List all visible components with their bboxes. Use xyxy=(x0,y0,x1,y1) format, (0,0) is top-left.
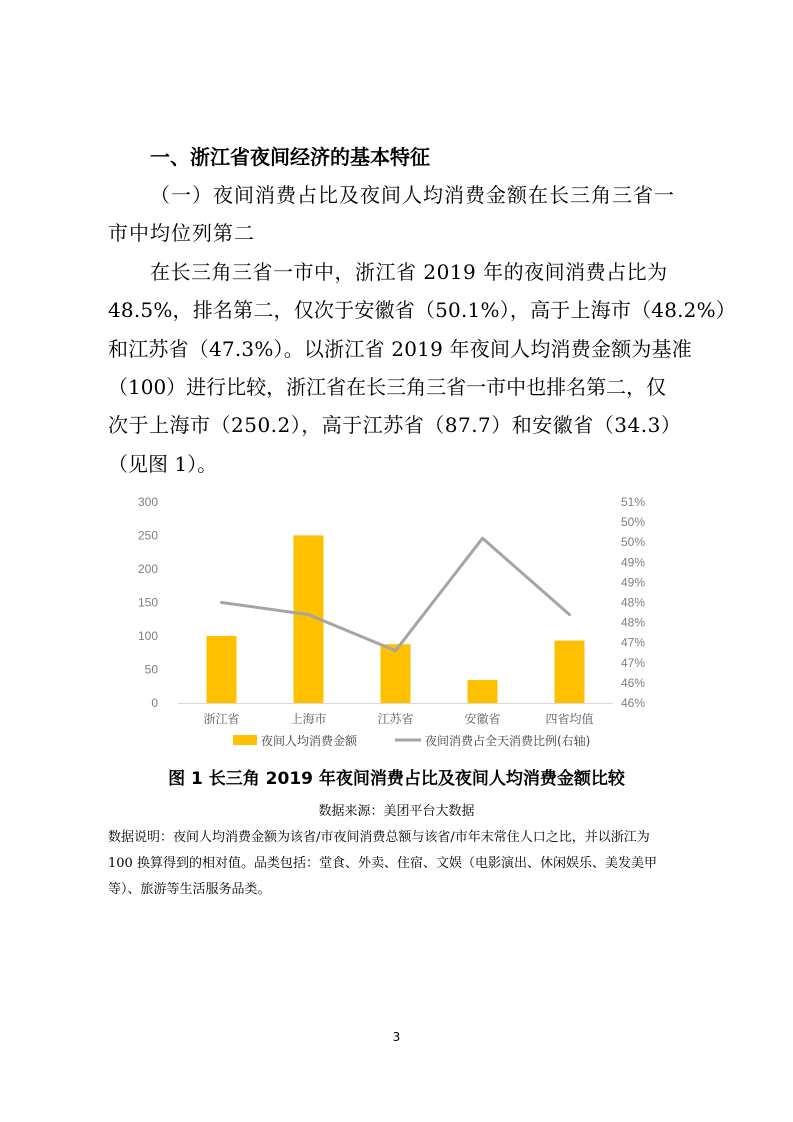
data-source: 数据来源：美团平台大数据 xyxy=(318,804,475,819)
right-axis-tick-label: 49% xyxy=(621,555,646,570)
left-axis-tick-label: 50 xyxy=(144,662,158,677)
left-axis-tick-label: 300 xyxy=(137,495,158,509)
legend-label-line: 夜间消费占全天消费比例(右轴) xyxy=(425,734,591,748)
left-axis-tick-label: 100 xyxy=(137,629,158,643)
right-axis-tick-label: 48% xyxy=(621,595,646,610)
left-axis-tick-label: 200 xyxy=(137,562,158,576)
figure-caption: 图 1 长三角 2019 年夜间消费占比及夜间人均消费金额比较 xyxy=(168,769,625,789)
right-axis-tick-label: 46% xyxy=(621,696,646,710)
bar-4 xyxy=(468,680,498,703)
right-axis-tick-label: 51% xyxy=(621,495,646,509)
paragraph-line: 次于上海市（250.2），高于江苏省（87.7）和安徽省（34.3） xyxy=(108,413,682,437)
legend-swatch-bar xyxy=(233,735,257,745)
legend-label-bar: 夜间人均消费金额 xyxy=(261,734,358,748)
right-axis-tick-label: 48% xyxy=(621,615,646,630)
section-heading: 一、浙江省夜间经济的基本特征 xyxy=(150,145,430,169)
paragraph-line: （100）进行比较，浙江省在长三角三省一市中也排名第二，仅 xyxy=(108,375,667,399)
data-note-line: 100 换算得到的相对值。品类包括：堂食、外卖、住宿、文娱（电影演出、休闲娱乐、美发美甲 xyxy=(108,856,657,871)
right-axis-tick-label: 50% xyxy=(621,535,646,550)
category-label: 安徽省 xyxy=(464,712,501,726)
category-label: 浙江省 xyxy=(203,712,240,726)
left-axis-tick-label: 250 xyxy=(137,528,158,543)
right-axis-tick-label: 50% xyxy=(621,515,646,530)
right-axis-tick-label: 47% xyxy=(621,655,646,670)
paragraph-line: 和江苏省（47.3%）。以浙江省 2019 年夜间人均消费金额为基准 xyxy=(108,337,692,361)
data-note-line: 数据说明：夜间人均消费金额为该省/市夜间消费总额与该省/市年末常住人口之比，并以浙江为 xyxy=(108,830,650,845)
category-label: 上海市 xyxy=(290,712,327,726)
bar-1 xyxy=(207,636,237,703)
subsection-heading-line-1: （一）夜间消费占比及夜间人均消费金额在长三角三省一 xyxy=(150,183,675,207)
page-number: 3 xyxy=(392,1030,401,1044)
left-axis-tick-label: 150 xyxy=(137,595,158,610)
right-axis-tick-label: 49% xyxy=(621,575,646,590)
right-axis-tick-label: 47% xyxy=(621,635,646,650)
bar-3 xyxy=(381,644,411,703)
bar-5 xyxy=(555,641,585,703)
category-label: 江苏省 xyxy=(377,712,414,726)
paragraph-line: 48.5%，排名第二，仅次于安徽省（50.1%），高于上海市（48.2%） xyxy=(108,298,737,322)
subsection-heading-line-2: 市中均位列第二 xyxy=(108,221,255,245)
data-note-line: 等）、旅游等生活服务品类。 xyxy=(108,882,271,897)
paragraph-line: 在长三角三省一市中，浙江省 2019 年的夜间消费占比为 xyxy=(150,260,668,284)
category-label: 四省均值 xyxy=(545,712,594,726)
combo-chart xyxy=(108,485,668,757)
right-axis-tick-label: 46% xyxy=(621,675,646,690)
paragraph-line: （见图 1）。 xyxy=(108,452,218,476)
left-axis-tick-label: 0 xyxy=(151,696,158,710)
consumption-share-line xyxy=(222,538,570,651)
